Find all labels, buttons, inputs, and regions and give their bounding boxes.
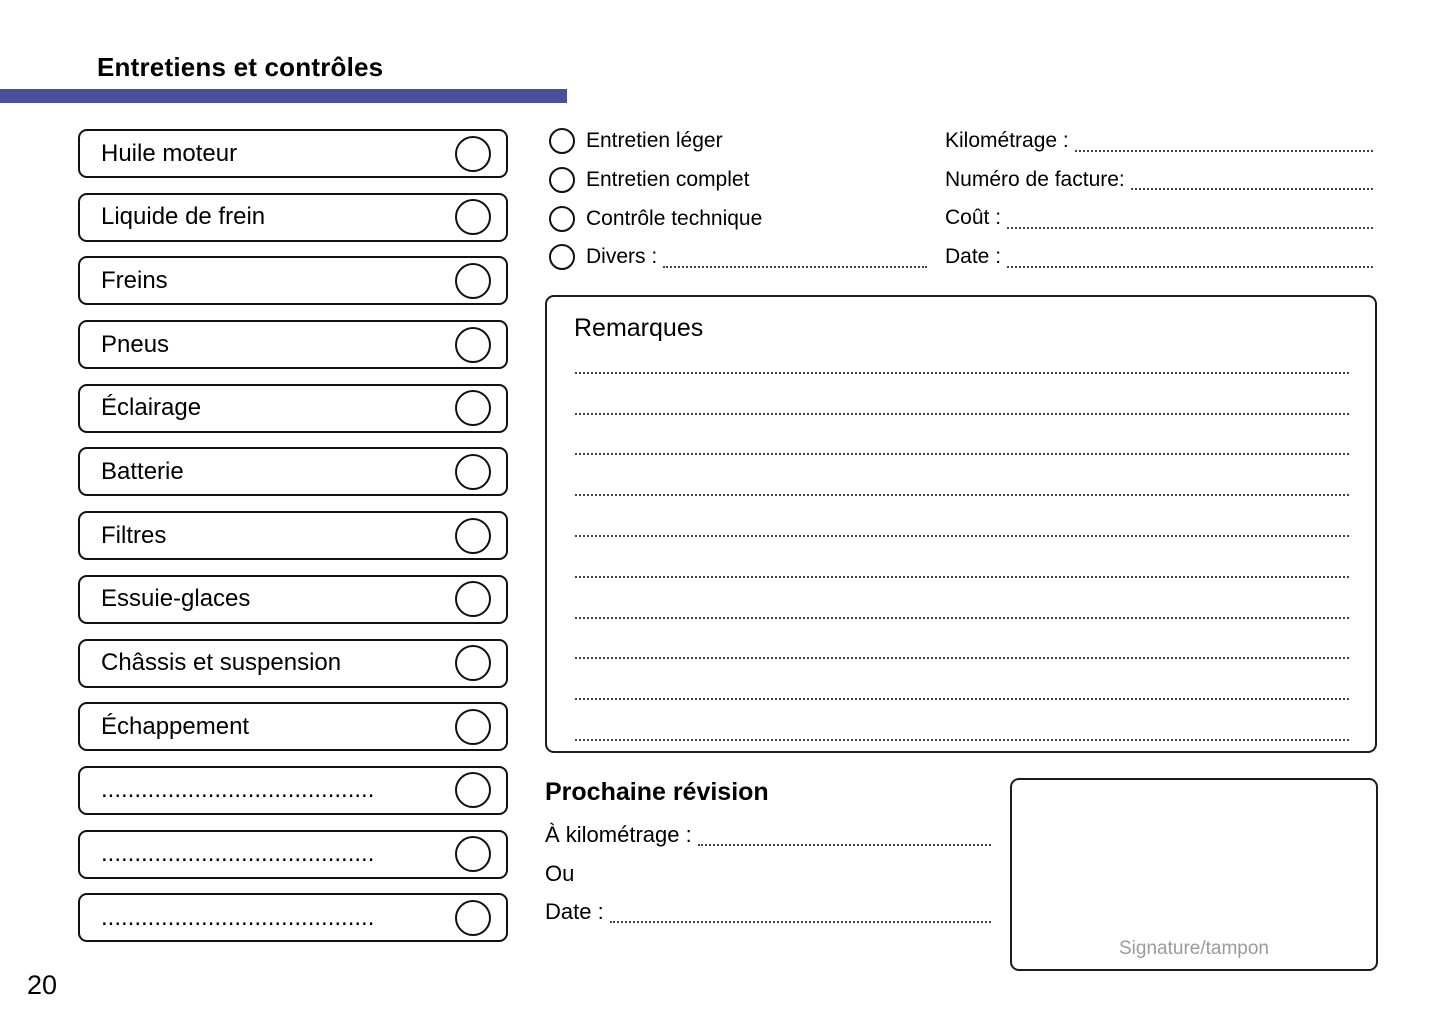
checklist-row: [78, 129, 508, 178]
checkbox-circle[interactable]: [455, 900, 491, 936]
checkbox-circle[interactable]: [455, 263, 491, 299]
remarks-write-in-line: [575, 619, 1349, 660]
field-label: Date :: [545, 899, 604, 924]
remarks-title: Remarques: [574, 314, 704, 342]
option-label: Entretien complet: [586, 168, 750, 192]
checklist-row: [78, 702, 508, 751]
remarks-box: [545, 295, 1377, 753]
next-service-date-row: [545, 893, 991, 932]
signature-label: Signature/tampon: [1119, 938, 1269, 959]
option-row: [549, 161, 927, 200]
checkbox-circle[interactable]: [455, 581, 491, 617]
remarks-write-in-line: [575, 496, 1349, 537]
checklist-item-label: Essuie-glaces: [101, 585, 251, 613]
remarks-write-in-line: [575, 415, 1349, 456]
checklist-row: [78, 193, 508, 242]
radio-circle[interactable]: [549, 167, 575, 193]
checklist-row-blank: [78, 766, 508, 815]
checklist-item-label: .........................................: [101, 903, 375, 931]
checklist-item-label: Filtres: [101, 521, 167, 549]
checkbox-circle[interactable]: [455, 518, 491, 554]
write-in-line: [610, 921, 991, 923]
remarks-write-in-line: [575, 455, 1349, 496]
checklist-item-label: Huile moteur: [101, 139, 238, 167]
field-row: [945, 122, 1373, 161]
divers-write-in-line: [663, 266, 927, 268]
checkbox-circle[interactable]: [455, 709, 491, 745]
option-row: [549, 199, 927, 238]
checklist-row: [78, 320, 508, 369]
checklist-item-label: Freins: [101, 266, 168, 294]
checklist-row: [78, 511, 508, 560]
page-title: Entretiens et contrôles: [97, 52, 384, 82]
checklist-item-label: Éclairage: [101, 394, 202, 422]
signature-stamp-box: [1010, 778, 1378, 971]
next-service-or-row: [545, 855, 991, 894]
remarks-write-in-line: [575, 537, 1349, 578]
page-number: 20: [27, 970, 58, 1000]
checklist-item-label: Échappement: [101, 712, 250, 740]
checkbox-circle[interactable]: [455, 199, 491, 235]
field-label: Numéro de facture:: [945, 167, 1125, 191]
write-in-line: [698, 844, 991, 846]
option-label: Divers :: [586, 245, 658, 269]
write-in-line: [1075, 150, 1373, 152]
next-service-title: Prochaine révision: [545, 778, 769, 806]
field-row: [945, 238, 1373, 277]
checklist-row: [78, 384, 508, 433]
checkbox-circle[interactable]: [455, 836, 491, 872]
checklist-item-label: Liquide de frein: [101, 203, 266, 231]
remarks-write-in-line: [575, 578, 1349, 619]
option-row: [549, 238, 927, 277]
checklist-item-label: Pneus: [101, 330, 170, 358]
checkbox-circle[interactable]: [455, 327, 491, 363]
checklist-row: [78, 447, 508, 496]
accent-bar: [0, 89, 567, 103]
checklist-row-blank: [78, 830, 508, 879]
checkbox-circle[interactable]: [455, 645, 491, 681]
remarks-write-in-line: [575, 374, 1349, 415]
checklist-item-label: .........................................: [101, 776, 375, 804]
next-service-km-row: [545, 816, 991, 855]
field-label: Kilométrage :: [945, 129, 1069, 152]
checkbox-circle[interactable]: [455, 454, 491, 490]
checklist-item-label: Batterie: [101, 457, 184, 485]
option-label: Contrôle technique: [586, 206, 763, 230]
next-service-section: [545, 778, 991, 932]
checklist-row: [78, 575, 508, 624]
checklist-row-blank: [78, 893, 508, 942]
checkbox-circle[interactable]: [455, 136, 491, 172]
checkbox-circle[interactable]: [455, 772, 491, 808]
radio-circle[interactable]: [549, 206, 575, 232]
field-label: Coût :: [945, 206, 1002, 230]
field-label: Date :: [945, 245, 1002, 269]
field-label: Ou: [545, 860, 575, 886]
maintenance-checklist: [78, 129, 508, 957]
checkbox-circle[interactable]: [455, 390, 491, 426]
remarks-write-in-line: [575, 333, 1349, 374]
checklist-item-label: .........................................: [101, 840, 375, 868]
checklist-row: [78, 256, 508, 305]
service-detail-fields: [945, 122, 1373, 277]
checklist-item-label: Châssis et suspension: [101, 649, 342, 676]
write-in-line: [1007, 266, 1373, 268]
service-type-options: [549, 122, 927, 277]
remarks-write-in-line: [575, 700, 1349, 741]
write-in-line: [1131, 188, 1373, 190]
field-row: [945, 161, 1373, 200]
option-label: Entretien léger: [586, 129, 723, 153]
radio-circle[interactable]: [549, 128, 575, 154]
remarks-lines: [575, 333, 1349, 741]
write-in-line: [1007, 227, 1373, 229]
checklist-row: [78, 639, 508, 688]
option-row: [549, 122, 927, 161]
field-label: À kilométrage :: [545, 822, 692, 847]
remarks-write-in-line: [575, 659, 1349, 700]
field-row: [945, 199, 1373, 238]
radio-circle[interactable]: [549, 244, 575, 270]
